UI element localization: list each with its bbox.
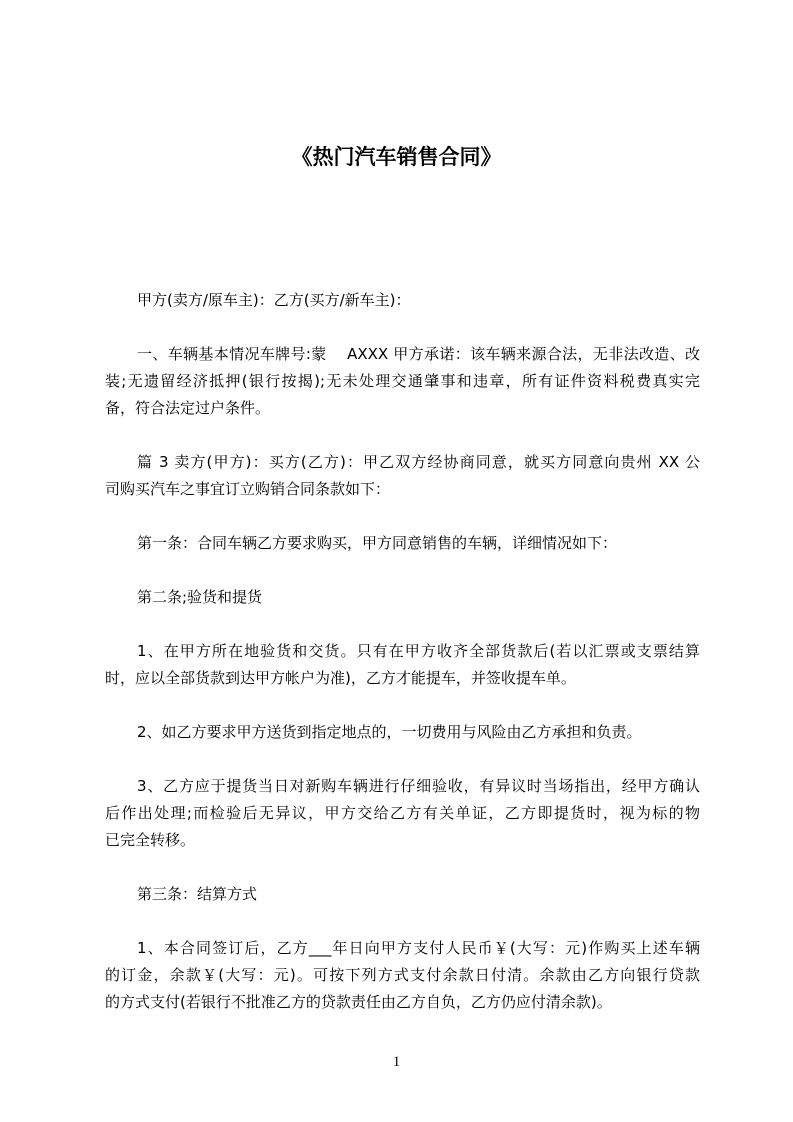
paragraph (105, 287, 700, 314)
paragraph-line: 甲方(卖方/原车主)：乙方(买方/新车主)： (137, 291, 411, 309)
paragraph (105, 449, 700, 503)
paragraph-line: 司购买汽车之事宜订立购销合同条款如下： (105, 480, 391, 498)
paragraph-line: 装;无遗留经济抵押(银行按揭);无未处理交通肇事和违章，所有证件资料税费真实完 (105, 372, 700, 390)
paragraph-line: 1、本合同签订后，乙方___年日向甲方支付人民币￥(大写：元)作购买上述车辆 (137, 939, 700, 957)
paragraph-line: 第一条：合同车辆乙方要求购买，甲方同意销售的车辆，详细情况如下： (137, 534, 618, 552)
paragraph-line: 第三条：结算方式 (137, 885, 258, 903)
paragraph-line: 2、如乙方要求甲方送货到指定地点的，一切费用与风险由乙方承担和负责。 (137, 723, 642, 741)
paragraph (105, 638, 700, 692)
paragraph-line: 篇 3 卖方(甲方)：买方(乙方)：甲乙双方经协商同意，就买方同意向贵州 XX 公 (137, 453, 700, 471)
paragraph (105, 935, 700, 1016)
document-body (105, 287, 700, 1043)
paragraph-line: 的订金，余款￥(大写：元)。可按下列方式支付余款日付清。余款由乙方向银行贷款 (105, 966, 700, 984)
paragraph (105, 719, 700, 746)
paragraph-line: 的方式支付(若银行不批准乙方的贷款责任由乙方自负，乙方仍应付清余款)。 (105, 993, 612, 1011)
paragraph-line: 后作出处理;而检验后无异议，甲方交给乙方有关单证，乙方即提货时，视为标的物 (105, 804, 700, 822)
paragraph-line: 3、乙方应于提货当日对新购车辆进行仔细验收，有异议时当场指出，经甲方确认 (137, 777, 700, 795)
paragraph (105, 341, 700, 422)
document-title: 《热门汽车销售合同》 (291, 145, 502, 169)
paragraph-line: 1、在甲方所在地验货和交货。只有在甲方收齐全部货款后(若以汇票或支票结算 (137, 642, 700, 660)
paragraph-line: 第二条;验货和提货 (137, 588, 263, 606)
paragraph (105, 584, 700, 611)
paragraph-line: 备，符合法定过户条件。 (105, 399, 271, 417)
page-number: 1 (392, 1054, 401, 1070)
paragraph-line: 时，应以全部货款到达甲方帐户为准)，乙方才能提车，并签收提车单。 (105, 669, 576, 687)
paragraph-line: 已完全转移。 (105, 831, 196, 849)
paragraph-line: 一、车辆基本情况车牌号:蒙 AXXX 甲方承诺：该车辆来源合法，无非法改造、改 (137, 345, 700, 363)
paragraph (105, 773, 700, 854)
paragraph (105, 881, 700, 908)
paragraph (105, 530, 700, 557)
